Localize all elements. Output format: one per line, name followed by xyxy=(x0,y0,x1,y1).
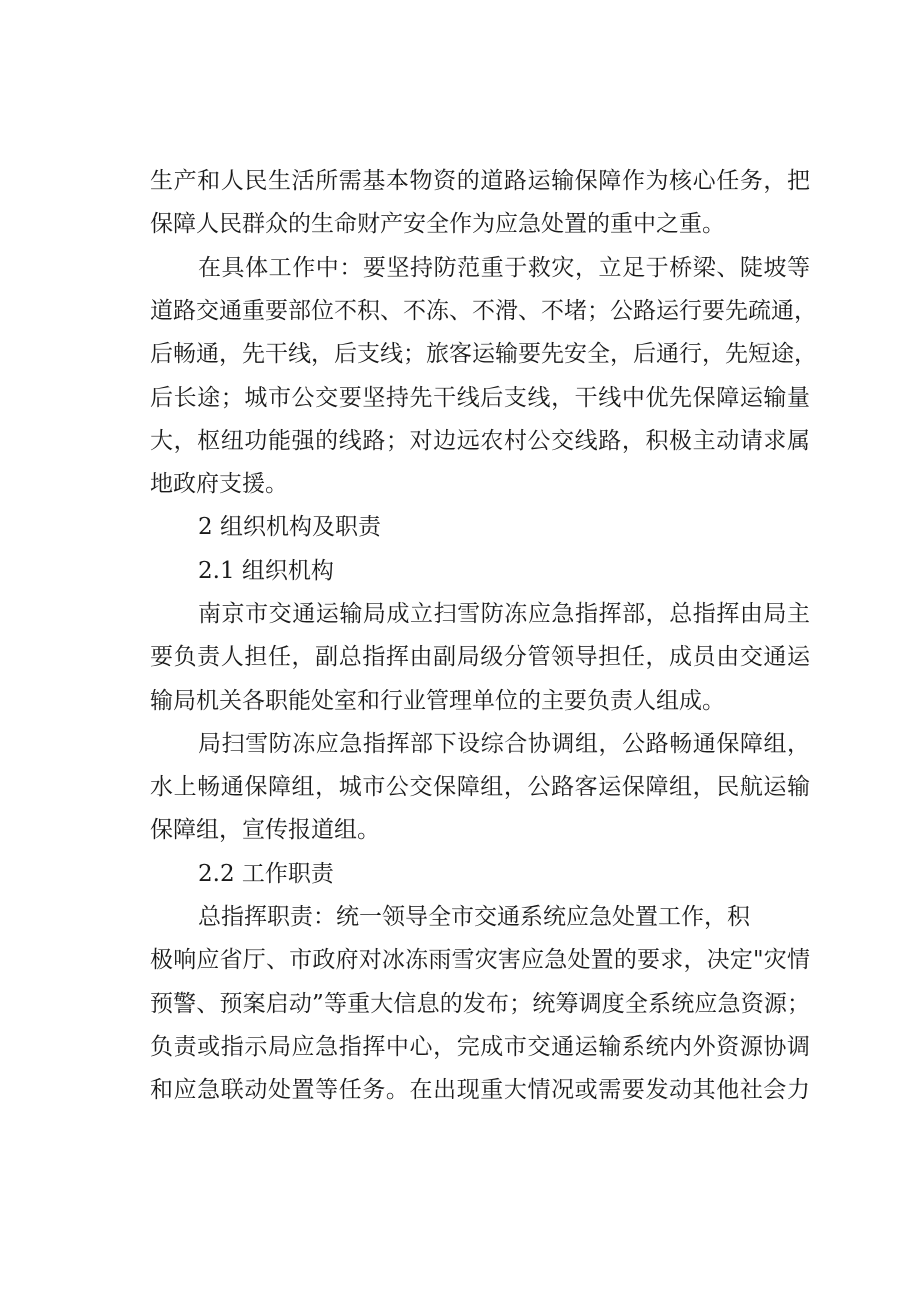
text-line: 后长途；城市公交要坚持先干线后支线，干线中优先保障运输量 xyxy=(150,385,810,411)
text-line: 总指挥职责：统一领导全市交通系统应急处置工作，积 xyxy=(198,904,750,930)
text-line: 生产和人民生活所需基本物资的道路运输保障作为核心任务，把 xyxy=(150,168,810,194)
text-line: 局扫雪防冻应急指挥部下设综合协调组，公路畅通保障组， xyxy=(198,731,810,757)
section-heading: 2 组织机构及职责 xyxy=(198,514,381,540)
text-line: 后畅通，先干线，后支线；旅客运输要先安全，后通行，先短途， xyxy=(150,341,817,367)
text-line: 水上畅通保障组，城市公交保障组，公路客运保障组，民航运输 xyxy=(150,774,810,800)
subsection-heading: 2.2 工作职责 xyxy=(198,861,334,887)
text-line: 极响应省厅、市政府对冰冻雨雪灾害应急处置的要求，决定"灾情 xyxy=(150,947,810,973)
text-line: 要负责人担任，副总指挥由副局级分管领导担任，成员由交通运 xyxy=(150,644,810,670)
text-line: 保障人民群众的生命财产安全作为应急处置的重中之重。 xyxy=(150,211,725,237)
text-line: 负责或指示局应急指挥中心，完成市交通运输系统内外资源协调 xyxy=(150,1034,810,1060)
text-line: 和应急联动处置等任务。在出现重大情况或需要发动其他社会力 xyxy=(150,1077,810,1103)
text-line: 南京市交通运输局成立扫雪防冻应急指挥部，总指挥由局主 xyxy=(198,601,810,627)
text-line: 道路交通重要部位不积、不冻、不滑、不堵；公路运行要先疏通， xyxy=(150,298,817,324)
text-line: 大，枢纽功能强的线路；对边远农村公交线路，积极主动请求属 xyxy=(150,428,810,454)
text-line: 预警、预案启动”等重大信息的发布；统筹调度全系统应急资源； xyxy=(150,991,810,1017)
text-line: 地政府支援。 xyxy=(150,471,288,497)
text-line: 在具体工作中：要坚持防范重于救灾，立足于桥梁、陡坡等 xyxy=(198,255,810,281)
subsection-heading: 2.1 组织机构 xyxy=(198,558,334,584)
text-line: 保障组，宣传报道组。 xyxy=(150,817,380,843)
text-line: 输局机关各职能处室和行业管理单位的主要负责人组成。 xyxy=(150,688,725,714)
